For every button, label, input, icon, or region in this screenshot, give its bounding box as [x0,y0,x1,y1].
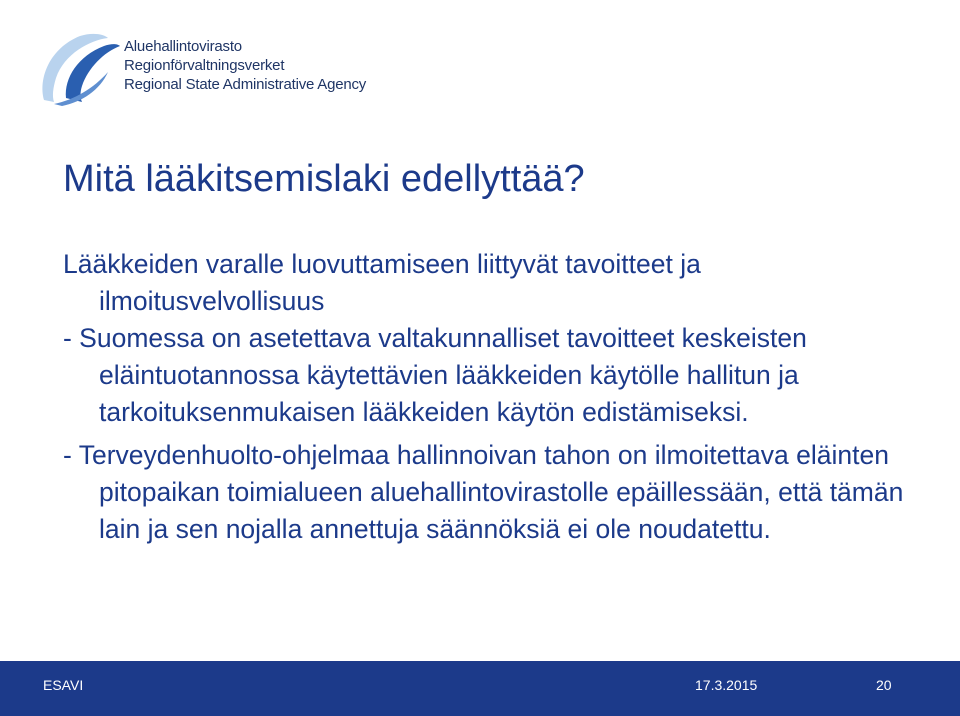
org-name-sv: Regionförvaltningsverket [124,57,285,74]
intro-paragraph: Lääkkeiden varalle luovuttamiseen liittyvät tavoitteet ja ilmoitusvelvollisuus [63,249,701,316]
page-number: 20 [876,677,892,693]
avi-logo-icon [34,28,122,108]
bullet-item: - Suomessa on asetettava valtakunnalliset tavoitteet keskeisten eläintuotannossa käytettävien lääkkeiden käytölle hallitun ja tarkoituksenmukaisen lääkkeiden käytön edistämiseksi. [63,323,807,427]
footer-bar [0,661,960,716]
bullet-item: - Terveydenhuolto-ohjelmaa hallinnoivan tahon on ilmoitettava eläinten pitopaikan toimialueen aluehallintovirastolle epäillessään, että tämän lain ja sen nojalla annettuja säännöksiä ei ole noudatettu. [63,440,904,544]
org-name-en: Regional State Administrative Agency [124,76,367,93]
footer-date: 17.3.2015 [695,677,758,693]
slide-body [63,246,923,548]
org-name-fi: Aluehallintovirasto [124,38,242,55]
organization-names [124,37,366,94]
footer-organization: ESAVI [43,677,84,693]
slide-title: Mitä lääkitsemislaki edellyttää? [63,158,585,200]
